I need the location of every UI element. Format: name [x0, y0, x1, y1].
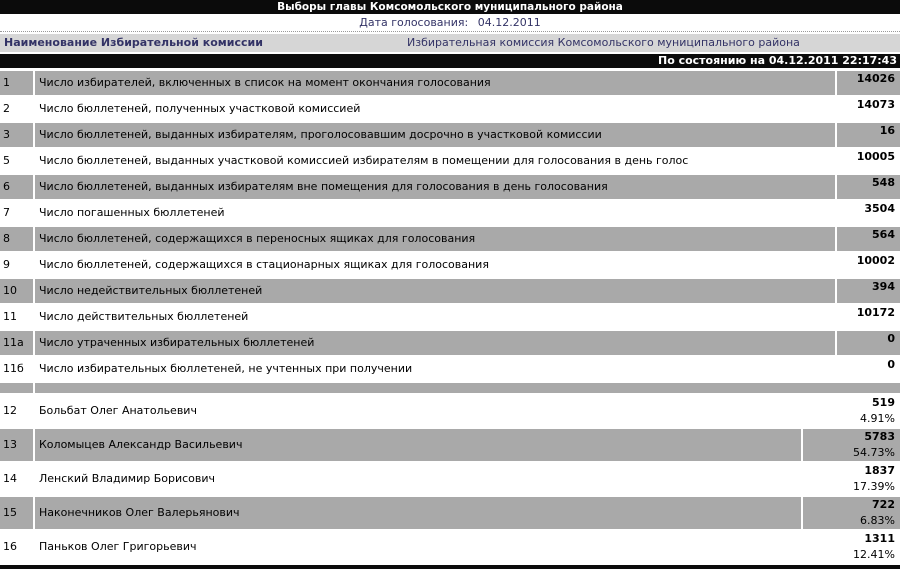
- row-label: Число бюллетеней, выданных участковой комиссией избирателям в помещении для голосования в день голос: [35, 149, 835, 173]
- candidate-percent: 4.91%: [860, 412, 895, 425]
- candidate-votes: 519: [872, 396, 895, 409]
- candidate-votes: 1311: [864, 532, 895, 545]
- row-number: 11а: [0, 331, 33, 355]
- row-label: Число бюллетеней, содержащихся в стационарных ящиках для голосования: [35, 253, 835, 277]
- row-value: 16: [837, 123, 900, 147]
- stat-row-5: [0, 149, 900, 173]
- stat-row-9: [0, 253, 900, 277]
- row-label: Число недействительных бюллетеней: [35, 279, 835, 303]
- candidate-row-14: [0, 463, 900, 495]
- candidate-name: Коломыцев Александр Васильевич: [35, 429, 801, 461]
- stat-row-8: [0, 227, 900, 251]
- stat-row-10: [0, 279, 900, 303]
- stat-row-3: [0, 123, 900, 147]
- commission-name: Избирательная комиссия Комсомольского муниципального района: [407, 36, 800, 49]
- voting-date-label: Дата голосования:: [359, 16, 469, 29]
- row-number: 5: [0, 149, 33, 173]
- row-number: 1: [0, 71, 33, 95]
- candidate-result-cell: [803, 497, 900, 529]
- row-label: Число погашенных бюллетеней: [35, 201, 835, 225]
- row-value: 548: [837, 175, 900, 199]
- candidate-result-cell: [803, 463, 900, 495]
- row-label: Число бюллетеней, выданных избирателям вне помещения для голосования в день голосования: [35, 175, 835, 199]
- row-label: Число бюллетеней, полученных участковой комиссией: [35, 97, 835, 121]
- row-value: 3504: [837, 201, 900, 225]
- candidate-votes: 722: [872, 498, 895, 511]
- row-number: 2: [0, 97, 33, 121]
- candidate-result-cell: [803, 395, 900, 427]
- row-value: 10005: [837, 149, 900, 173]
- stat-row-11a: [0, 331, 900, 355]
- candidate-percent: 12.41%: [853, 548, 895, 561]
- stat-row-1: [0, 71, 900, 95]
- row-label: Число бюллетеней, содержащихся в переносных ящиках для голосования: [35, 227, 835, 251]
- candidate-result-cell: [803, 429, 900, 461]
- row-number: 14: [0, 463, 33, 495]
- stat-row-11: [0, 305, 900, 329]
- row-value: 14073: [837, 97, 900, 121]
- row-number: 12: [0, 395, 33, 427]
- row-label: Число избирателей, включенных в список на момент окончания голосования: [35, 71, 835, 95]
- candidate-row-12: [0, 395, 900, 427]
- candidate-percent: 17.39%: [853, 480, 895, 493]
- row-number: 15: [0, 497, 33, 529]
- stat-row-11b: [0, 357, 900, 381]
- candidate-percent: 54.73%: [853, 446, 895, 459]
- voting-date-row: [0, 14, 900, 32]
- separator-band: [35, 383, 900, 393]
- commission-header-row: [0, 34, 900, 52]
- candidate-row-15: [0, 497, 900, 529]
- row-number: 7: [0, 201, 33, 225]
- page-title: Выборы главы Комсомольского муниципального района: [0, 0, 900, 14]
- candidate-votes: 1837: [864, 464, 895, 477]
- row-label: Число утраченных избирательных бюллетеней: [35, 331, 835, 355]
- row-label: Число избирательных бюллетеней, не учтенных при получении: [35, 357, 835, 381]
- row-number: 11б: [0, 357, 33, 381]
- row-value: 0: [837, 331, 900, 355]
- row-number: 6: [0, 175, 33, 199]
- stat-row-7: [0, 201, 900, 225]
- stat-row-2: [0, 97, 900, 121]
- candidate-votes: 5783: [864, 430, 895, 443]
- row-number: 8: [0, 227, 33, 251]
- candidate-row-13: [0, 429, 900, 461]
- row-value: 0: [837, 357, 900, 381]
- row-number: 9: [0, 253, 33, 277]
- commission-name-label: Наименование Избирательной комиссии: [4, 36, 263, 49]
- candidate-name: Паньков Олег Григорьевич: [35, 531, 801, 563]
- candidate-name: Больбат Олег Анатольевич: [35, 395, 801, 427]
- row-label: Число бюллетеней, выданных избирателям, проголосовавшим досрочно в участковой комиссии: [35, 123, 835, 147]
- row-number: 16: [0, 531, 33, 563]
- row-label: Число действительных бюллетеней: [35, 305, 835, 329]
- separator-number-cell: [0, 383, 33, 393]
- stat-row-6: [0, 175, 900, 199]
- candidate-result-cell: [803, 531, 900, 563]
- row-value: 10002: [837, 253, 900, 277]
- candidate-name: Наконечников Олег Валерьянович: [35, 497, 801, 529]
- candidate-row-16: [0, 531, 900, 563]
- row-value: 564: [837, 227, 900, 251]
- section-separator: [0, 383, 900, 393]
- row-number: 3: [0, 123, 33, 147]
- bottom-divider-bar: [0, 565, 900, 569]
- row-value: 394: [837, 279, 900, 303]
- row-value: 14026: [837, 71, 900, 95]
- voting-date-value: 04.12.2011: [477, 16, 541, 29]
- status-timestamp-bar: По состоянию на 04.12.2011 22:17:43: [0, 54, 900, 68]
- candidate-name: Ленский Владимир Борисович: [35, 463, 801, 495]
- row-number: 13: [0, 429, 33, 461]
- candidate-percent: 6.83%: [860, 514, 895, 527]
- row-value: 10172: [837, 305, 900, 329]
- row-number: 10: [0, 279, 33, 303]
- row-number: 11: [0, 305, 33, 329]
